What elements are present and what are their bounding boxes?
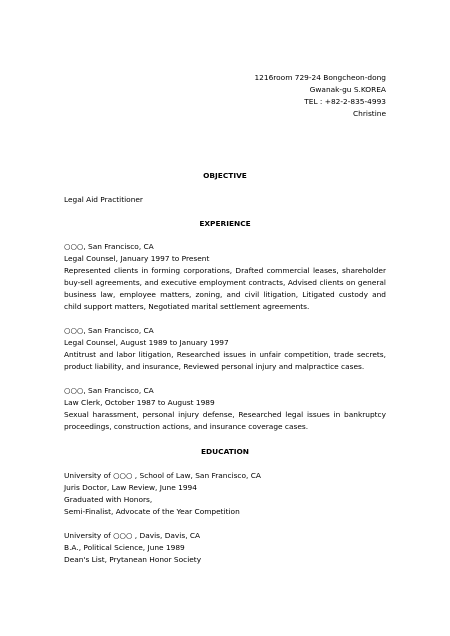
phone-number: TEL : +82-2-835-4993 (304, 97, 386, 106)
objective-heading: OBJECTIVE (203, 171, 247, 180)
education-line: University of ○○○ , Davis, Davis, CA (64, 531, 201, 540)
applicant-name: Christine (353, 109, 386, 118)
address-line-1: 1216room 729-24 Bongcheon-dong (254, 73, 386, 82)
job-description-line: product liability, and insurance, Reviewed personal injury and malpractice cases. (64, 362, 365, 371)
objective-section (64, 194, 386, 206)
education-line: Juris Doctor, Law Review, June 1994 (64, 483, 197, 492)
experience-heading: EXPERIENCE (199, 219, 251, 228)
job-employer: ○○○, San Francisco, CA (64, 242, 154, 251)
job-entry (64, 385, 386, 433)
education-line: Graduated with Honors, (64, 495, 153, 504)
job-description-line: child support matters, Negotiated marital settlement agreements. (64, 302, 310, 311)
job-employer: ○○○, San Francisco, CA (64, 326, 154, 335)
job-entry (64, 325, 386, 373)
education-line: Dean's List, Prytanean Honor Society (64, 555, 202, 564)
job-description-line: proceedings, construction actions, and insurance coverage cases. (64, 422, 309, 431)
school-entry (64, 470, 386, 518)
education-heading: EDUCATION (200, 447, 249, 456)
school-entry (64, 530, 386, 566)
education-line: B.A., Political Science, June 1989 (64, 543, 185, 552)
job-description-line: Antitrust and labor litigation, Researched issues in unfair competition, trade secrets, (64, 350, 386, 359)
job-description-line: business law, employee matters, zoning, and civil litigation, Litigated custody and (64, 290, 386, 299)
education-line: University of ○○○ , School of Law, San Francisco, CA (64, 471, 261, 480)
objective-text: Legal Aid Practitioner (64, 195, 143, 204)
job-description-line: Sexual harassment, personal injury defense, Researched legal issues in bankruptcy (64, 410, 386, 419)
job-title-dates: Law Clerk, October 1987 to August 1989 (64, 398, 215, 407)
job-title-dates: Legal Counsel, January 1997 to Present (64, 254, 210, 263)
education-line: Semi-Finalist, Advocate of the Year Competition (64, 507, 240, 516)
job-title-dates: Legal Counsel, August 1989 to January 1997 (64, 338, 229, 347)
job-description-line: buy-sell agreements, and executive employment contracts, Advised clients on general (64, 278, 386, 287)
job-description-line: Represented clients in forming corporations, Drafted commercial leases, shareholder (64, 266, 386, 275)
contact-block (166, 72, 386, 120)
job-entry (64, 241, 386, 313)
job-employer: ○○○, San Francisco, CA (64, 386, 154, 395)
address-line-2: Gwanak-gu S.KOREA (309, 85, 386, 94)
